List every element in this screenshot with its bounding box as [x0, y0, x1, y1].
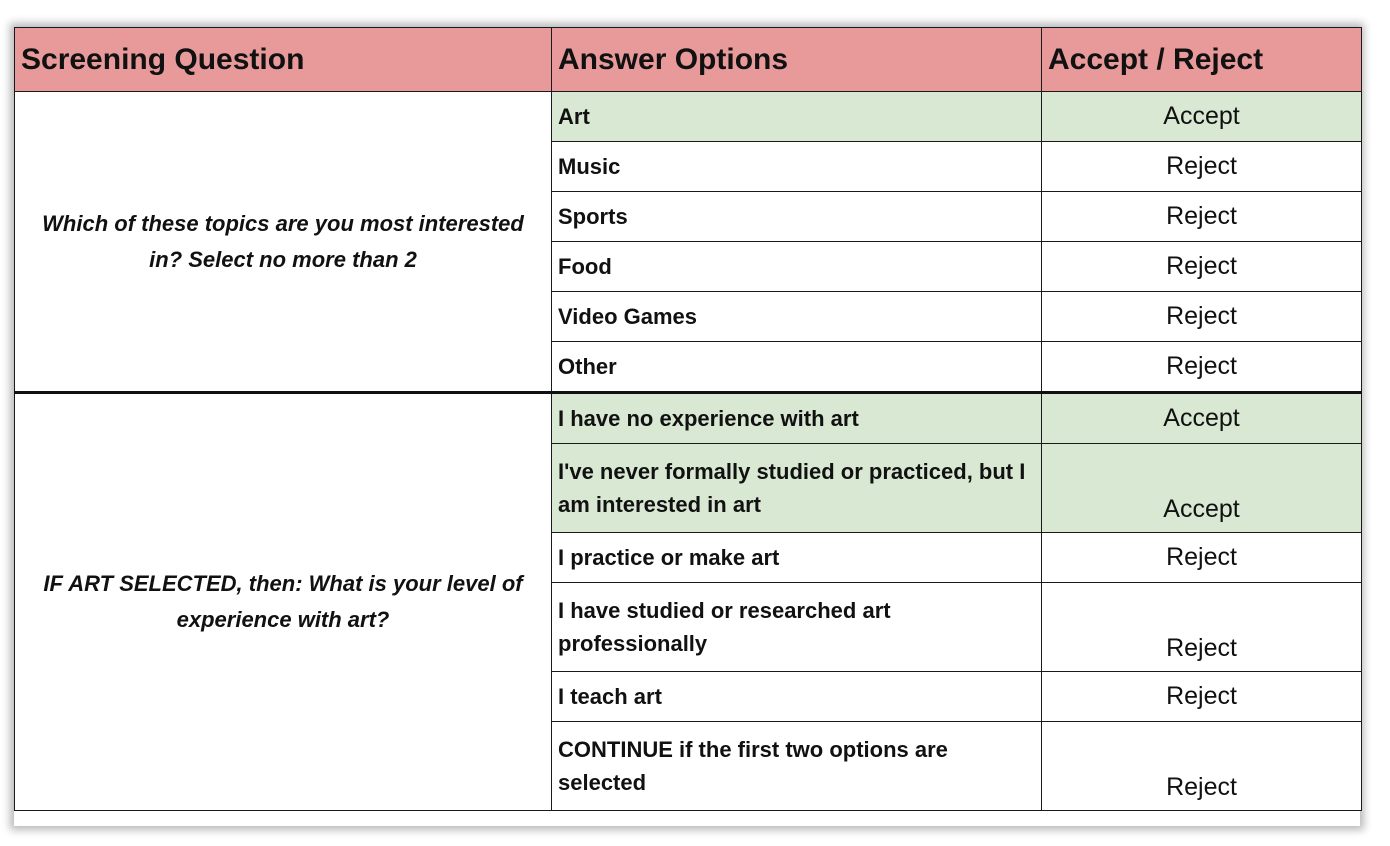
answer-option: I practice or make art [552, 533, 1042, 583]
answer-option: Video Games [552, 292, 1042, 342]
decision-cell: Reject [1042, 583, 1362, 672]
decision-cell: Reject [1042, 722, 1362, 811]
header-row [15, 28, 1362, 92]
answer-option: I have studied or researched art professionally [552, 583, 1042, 672]
table-row [15, 92, 1362, 142]
answer-option: Art [552, 92, 1042, 142]
decision-cell: Reject [1042, 342, 1362, 393]
answer-option: I have no experience with art [552, 393, 1042, 444]
answer-option: Music [552, 142, 1042, 192]
decision-cell: Accept [1042, 444, 1362, 533]
decision-cell: Accept [1042, 393, 1362, 444]
decision-cell: Accept [1042, 92, 1362, 142]
decision-cell: Reject [1042, 192, 1362, 242]
answer-option: Sports [552, 192, 1042, 242]
decision-cell: Reject [1042, 142, 1362, 192]
screening-table [14, 27, 1362, 811]
decision-cell: Reject [1042, 672, 1362, 722]
header-answer-options: Answer Options [552, 28, 1042, 92]
answer-option: Other [552, 342, 1042, 393]
screening-question: IF ART SELECTED, then: What is your level of experience with art? [15, 393, 552, 811]
answer-option: Food [552, 242, 1042, 292]
decision-cell: Reject [1042, 292, 1362, 342]
answer-option: I've never formally studied or practiced, but I am interested in art [552, 444, 1042, 533]
screening-question: Which of these topics are you most interested in? Select no more than 2 [15, 92, 552, 393]
decision-cell: Reject [1042, 533, 1362, 583]
decision-cell: Reject [1042, 242, 1362, 292]
table-row [15, 393, 1362, 444]
header-screening-question: Screening Question [15, 28, 552, 92]
answer-option: CONTINUE if the first two options are selected [552, 722, 1042, 811]
answer-option: I teach art [552, 672, 1042, 722]
header-accept-reject: Accept / Reject [1042, 28, 1362, 92]
